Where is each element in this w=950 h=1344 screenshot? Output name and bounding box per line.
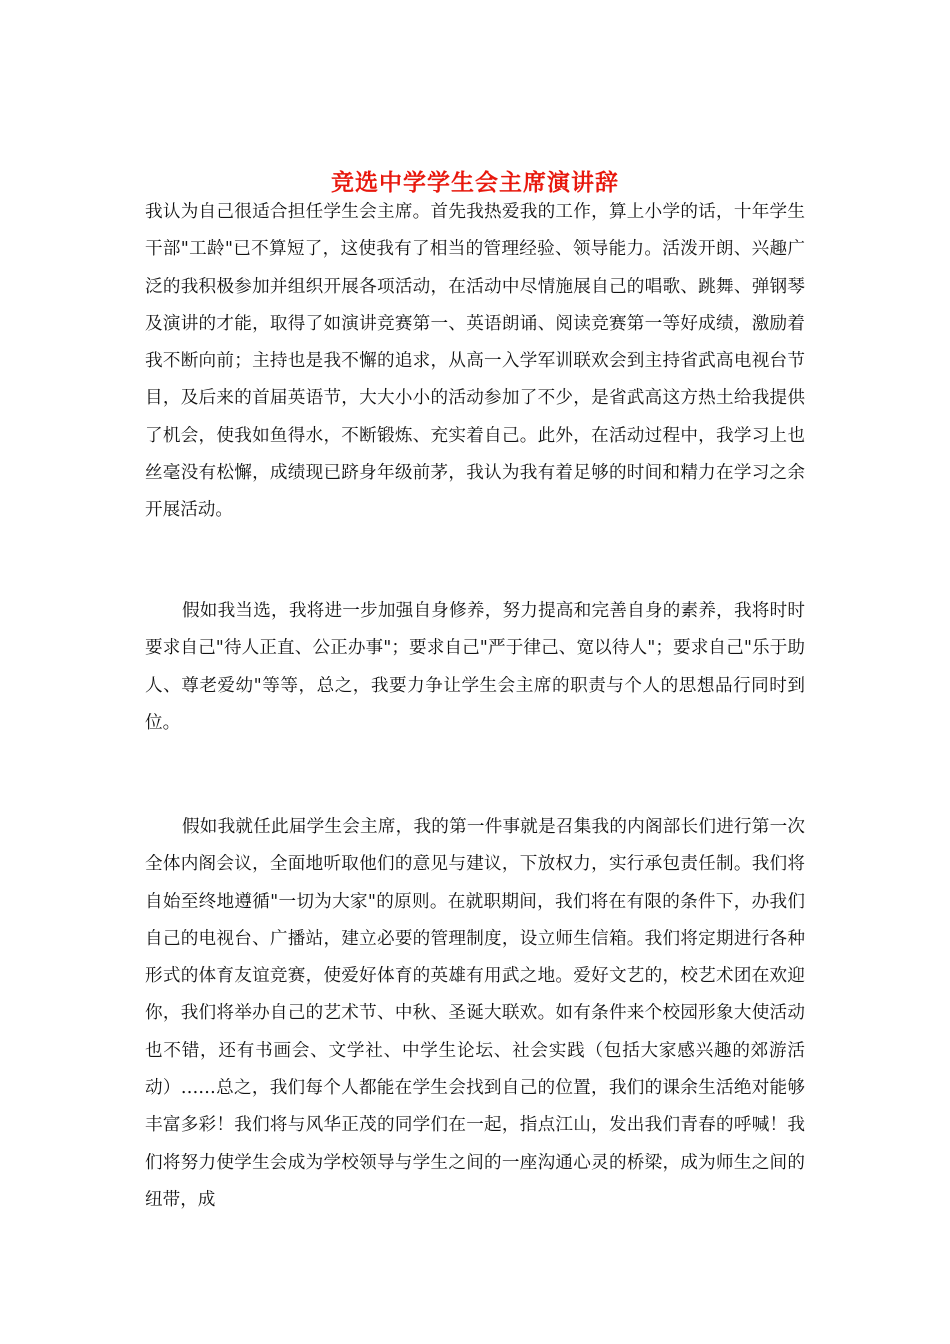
paragraph-2: 假如我当选，我将进一步加强自身修养，努力提高和完善自身的素养，我将时时要求自己"待人正直、公正办事"；要求自己"严于律己、宽以待人"；要求自己"乐于助人、尊老爱幼"等等，总之，我要力争让学生会主席的职责与个人的思想品行同时到位。: [145, 601, 805, 733]
paragraph-1: 我认为自己很适合担任学生会主席。首先我热爱我的工作，算上小学的话，十年学生干部"工龄"已不算短了，这使我有了相当的管理经验、领导能力。活泼开朗、兴趣广泛的我积极参加并组织开展各项活动，在活动中尽情施展自己的唱歌、跳舞、弹钢琴及演讲的才能，取得了如演讲竞赛第一、英语朗诵、阅读竞赛第一等好成绩，激励着我不断向前；主持也是我不懈的追求，从高一入学军训联欢会到主持省武高电视台节目，及后来的首届英语节，大大小小的活动参加了不少，是省武高这方热土给我提供了机会，使我如鱼得水，不断锻炼、充实着自己。此外，在活动过程中，我学习上也丝毫没有松懈，成绩现已跻身年级前茅，我认为我有着足够的时间和精力在学习之余开展活动。: [145, 202, 805, 521]
document-title: 竞选中学学生会主席演讲辞: [331, 169, 619, 197]
paragraph-3: 假如我就任此届学生会主席，我的第一件事就是召集我的内阁部长们进行第一次全体内阁会议，全面地听取他们的意见与建议，下放权力，实行承包责任制。我们将自始至终地遵循"一切为大家"的原则。在就职期间，我们将在有限的条件下，办我们自己的电视台、广播站，建立必要的管理制度，设立师生信箱。我们将定期进行各种形式的体育友谊竞赛，使爱好体育的英雄有用武之地。爱好文艺的，校艺术团在欢迎你，我们将举办自己的艺术节、中秋、圣诞大联欢。如有条件来个校园形象大使活动也不错，还有书画会、文学社、中学生论坛、社会实践（包括大家感兴趣的郊游活动）……总之，我们每个人都能在学生会找到自己的位置，我们的课余生活绝对能够丰富多彩！我们将与风华正茂的同学们在一起，指点江山，发出我们青春的呼喊！我们将努力使学生会成为学校领导与学生之间的一座沟通心灵的桥梁，成为师生之间的纽带，成: [145, 817, 805, 1210]
